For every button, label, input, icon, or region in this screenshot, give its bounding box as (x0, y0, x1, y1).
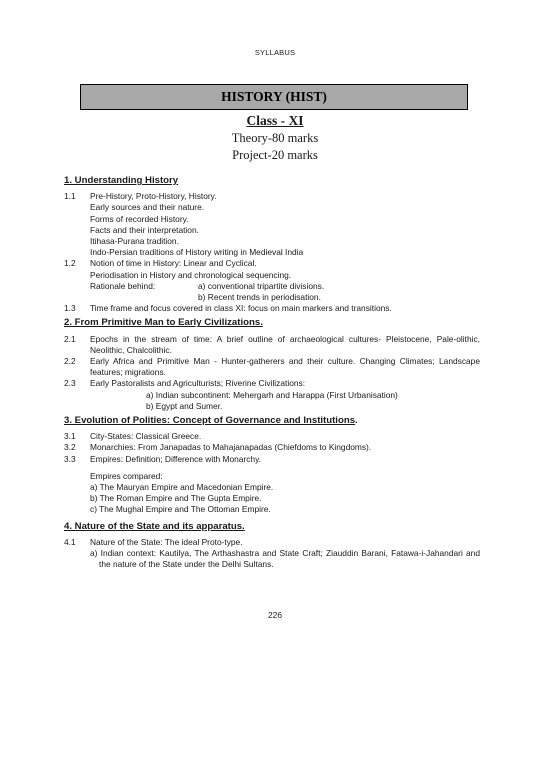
item-text: Time frame and focus covered in class XI: focus on main markers and transitions. (90, 303, 392, 314)
item-text: Epochs in the stream of time: A brief outline of archaeological cultures- Pleistocene, Pale-olithic, Neolithic, Chalcolithic. (90, 333, 480, 355)
page-number: 226 (268, 610, 282, 620)
section-heading-2: 2. From Primitive Man to Early Civilizations. (64, 317, 263, 329)
item-4-1 (64, 537, 480, 571)
item-2-2 (64, 356, 480, 378)
item-line: Indo-Persian traditions of History writing in Medieval India (90, 247, 304, 258)
compared-b: b) The Roman Empire and The Gupta Empire. (90, 493, 262, 504)
project-marks: Project-20 marks (232, 148, 318, 162)
compared-c: c) The Mughal Empire and The Ottoman Empire. (90, 504, 271, 515)
sub-item-a: a) Indian subcontinent: Mehergarh and Harappa (First Urbanisation) (146, 389, 398, 400)
item-number: 3.3 (64, 453, 76, 464)
item-number: 1.1 (64, 191, 76, 202)
item-line: Forms of recorded History. (90, 213, 189, 224)
item-2-3 (64, 378, 480, 412)
item-3-2 (64, 442, 480, 453)
item-number: 3.1 (64, 431, 76, 442)
compared-a: a) The Mauryan Empire and Macedonian Empire. (90, 482, 274, 493)
item-number: 2.3 (64, 378, 76, 389)
item-2-1 (64, 334, 480, 356)
item-3-1 (64, 431, 480, 442)
section-heading-4: 4. Nature of the State and its apparatus. (64, 520, 245, 532)
rationale-label: Rationale behind: (90, 280, 156, 291)
item-line: Itihasa-Purana tradition. (90, 236, 179, 247)
item-1-1 (64, 191, 480, 258)
item-text: Early Pastoralists and Agriculturists; Riverine Civilizations: (90, 378, 306, 389)
item-number: 2.2 (64, 356, 76, 367)
item-line: Early sources and their nature. (90, 202, 205, 213)
item-number: 1.3 (64, 303, 76, 314)
item-number: 1.2 (64, 258, 76, 269)
rationale-b: b) Recent trends in periodisation. (198, 292, 321, 303)
item-line: Periodisation in History and chronological sequencing. (90, 269, 292, 280)
item-text: City-States: Classical Greece. (90, 431, 202, 442)
item-text: Early Africa and Primitive Man - Hunter-gatherers and their culture. Changing Climates; Landscape features; migrations. (90, 356, 480, 378)
sub-item-b: b) Egypt and Sumer. (146, 400, 223, 411)
item-number: 4.1 (64, 536, 76, 547)
item-line: Pre-History, Proto-History, History. (90, 191, 217, 202)
theory-marks: Theory-80 marks (231, 131, 319, 145)
item-text: Monarchies: From Janapadas to Mahajanapadas (Chiefdoms to Kingdoms). (90, 442, 372, 453)
item-number: 3.2 (64, 442, 76, 453)
section-heading-3: 3. Evolution of Polities: Concept of Governance and Institutions. (64, 415, 358, 427)
sub-item-a: a) Indian context: Kautilya, The Arthashastra and State Craft; Ziauddin Barani, Fatawa-i-Jahandari and the nature of the State under the Delhi Sultans. (90, 548, 480, 570)
class-title: Class - XI (246, 113, 304, 128)
section-heading-1: 1. Understanding History (64, 175, 179, 186)
rationale-a: a) conventional tripartite divisions. (198, 280, 325, 291)
rationale-line (90, 281, 480, 292)
item-1-3 (64, 303, 480, 314)
item-3-3 (64, 454, 480, 516)
item-text: Empires: Definition; Difference with Monarchy. (90, 453, 261, 464)
item-line: Facts and their interpretation. (90, 224, 199, 235)
item-1-2 (64, 258, 480, 303)
subject-banner (80, 84, 468, 110)
subject-title: HISTORY (HIST) (221, 89, 327, 104)
item-number: 2.1 (64, 333, 76, 344)
compared-label: Empires compared: (90, 470, 163, 481)
item-text: Nature of the State: The ideal Proto-type. (90, 536, 243, 547)
item-line: Notion of time in History: Linear and Cyclical. (90, 258, 257, 269)
syllabus-content (64, 172, 480, 571)
running-head: SYLLABUS (254, 48, 296, 57)
